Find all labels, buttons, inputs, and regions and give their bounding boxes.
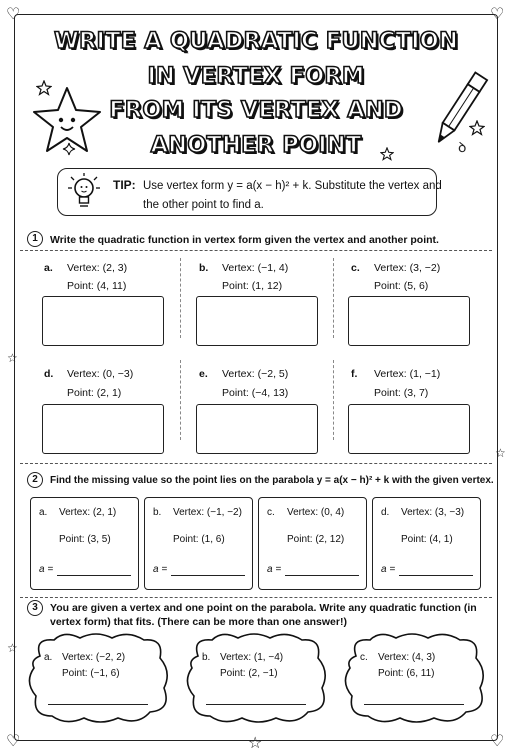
problem-vertex: Vertex: (2, 3) <box>67 262 128 274</box>
answer-box[interactable] <box>42 404 164 454</box>
problem-letter: c. <box>360 652 368 663</box>
problem-letter: a. <box>39 507 48 518</box>
heart-icon: ♡ <box>6 731 21 750</box>
problem-letter: a. <box>44 262 53 274</box>
problem-letter: b. <box>202 652 211 663</box>
tip-label: TIP: <box>113 178 136 192</box>
problem-vertex: Vertex: (4, 3) <box>378 652 436 663</box>
problem-card <box>372 497 481 590</box>
problem-point: Point: (2, 1) <box>67 387 122 399</box>
answer-label: a = <box>39 564 54 575</box>
problem-point: Point: (−1, 6) <box>62 668 120 679</box>
problem-point: Point: (1, 6) <box>173 534 225 545</box>
problem-vertex: Vertex: (3, −3) <box>401 507 465 518</box>
divider <box>20 597 492 598</box>
divider <box>20 250 492 251</box>
instruction-line: vertex form) that fits. (There can be more than one answer!) <box>50 616 347 628</box>
problem-point: Point: (2, 12) <box>287 534 345 545</box>
star-icon <box>469 120 485 136</box>
problem-point: Point: (6, 11) <box>378 668 435 679</box>
heart-icon: ♡ <box>6 4 21 23</box>
column-divider <box>180 258 181 338</box>
problem-point: Point: (3, 7) <box>374 387 429 399</box>
answer-label: a = <box>153 564 168 575</box>
problem-card <box>258 497 367 590</box>
problem-vertex: Vertex: (−1, −2) <box>173 507 242 518</box>
answer-label: a = <box>267 564 282 575</box>
title-line: WRITE A QUADRATIC FUNCTION <box>53 28 459 54</box>
problem-point: Point: (4, 1) <box>401 534 453 545</box>
problem-vertex: Vertex: (0, −3) <box>67 368 134 380</box>
star-icon: ☆ <box>495 446 506 460</box>
answer-line[interactable] <box>399 575 473 576</box>
problem-cloud <box>20 630 180 726</box>
answer-line[interactable] <box>171 575 245 576</box>
problem-vertex: Vertex: (−2, 5) <box>222 368 289 380</box>
tip-line: the other point to find a. <box>143 199 264 211</box>
problem-point: Point: (2, −1) <box>220 668 278 679</box>
problem-vertex: Vertex: (−1, 4) <box>222 262 289 274</box>
title-line: ANOTHER POINT <box>150 131 362 158</box>
section-instruction: Write the quadratic function in vertex form given the vertex and another point. <box>50 234 439 246</box>
divider <box>20 463 492 464</box>
instruction-line: You are given a vertex and one point on the parabola. Write any quadratic function (in <box>50 602 477 614</box>
problem-vertex: Vertex: (2, 1) <box>59 507 117 518</box>
answer-line[interactable] <box>206 704 306 705</box>
problem-card <box>144 497 253 590</box>
problem-letter: c. <box>267 507 275 518</box>
star-icon: ☆ <box>7 351 18 365</box>
problem-point: Point: (−4, 13) <box>222 387 289 399</box>
problem-letter: b. <box>199 262 209 274</box>
tip-line: Use vertex form y = a(x − h)² + k. Substitute the vertex and <box>143 180 442 192</box>
answer-box[interactable] <box>196 296 318 346</box>
column-divider <box>180 360 181 440</box>
problem-card <box>30 497 139 590</box>
answer-box[interactable] <box>348 296 470 346</box>
problem-point: Point: (4, 11) <box>67 280 127 292</box>
problem-cloud <box>178 630 338 726</box>
answer-box[interactable] <box>196 404 318 454</box>
problem-vertex: Vertex: (0, 4) <box>287 507 345 518</box>
answer-line[interactable] <box>57 575 131 576</box>
tip-text <box>143 177 443 215</box>
swirl-icon: ꝺ <box>458 140 467 156</box>
heart-icon: ♡ <box>490 731 505 750</box>
problem-point: Point: (3, 5) <box>59 534 111 545</box>
problem-letter: d. <box>44 368 54 380</box>
problem-point: Point: (1, 12) <box>222 280 283 292</box>
problem-point: Point: (5, 6) <box>374 280 429 292</box>
problem-vertex: Vertex: (3, −2) <box>374 262 441 274</box>
problem-letter: d. <box>381 507 390 518</box>
problem-vertex: Vertex: (1, −4) <box>220 652 284 663</box>
heart-icon: ♡ <box>490 4 505 23</box>
answer-box[interactable] <box>42 296 164 346</box>
answer-line[interactable] <box>364 704 464 705</box>
answer-line[interactable] <box>48 704 148 705</box>
title-line: IN VERTEX FORM <box>147 62 365 89</box>
section-instruction <box>50 601 477 629</box>
problem-letter: e. <box>199 368 208 380</box>
star-icon <box>380 147 394 161</box>
problem-letter: f. <box>351 368 358 380</box>
section-number: 2 <box>27 472 43 488</box>
answer-line[interactable] <box>285 575 359 576</box>
sparkle-icon <box>62 142 76 156</box>
answer-box[interactable] <box>348 404 470 454</box>
problem-letter: b. <box>153 507 162 518</box>
lightbulb-icon <box>66 172 102 214</box>
problem-vertex: Vertex: (1, −1) <box>374 368 441 380</box>
section-number: 1 <box>27 231 43 247</box>
section-instruction: Find the missing value so the point lies on the parabola y = a(x − h)² + k with the given vertex. <box>50 475 494 486</box>
column-divider <box>333 360 334 440</box>
star-icon <box>36 80 52 96</box>
problem-letter: a. <box>44 652 53 663</box>
problem-letter: c. <box>351 262 360 274</box>
title-line: FROM ITS VERTEX AND <box>109 97 403 123</box>
problem-vertex: Vertex: (−2, 2) <box>62 652 126 663</box>
star-icon: ☆ <box>7 641 18 655</box>
answer-label: a = <box>381 564 396 575</box>
section-number: 3 <box>27 600 43 616</box>
column-divider <box>333 258 334 338</box>
problem-cloud <box>336 630 496 726</box>
star-icon: ☆ <box>248 733 263 752</box>
